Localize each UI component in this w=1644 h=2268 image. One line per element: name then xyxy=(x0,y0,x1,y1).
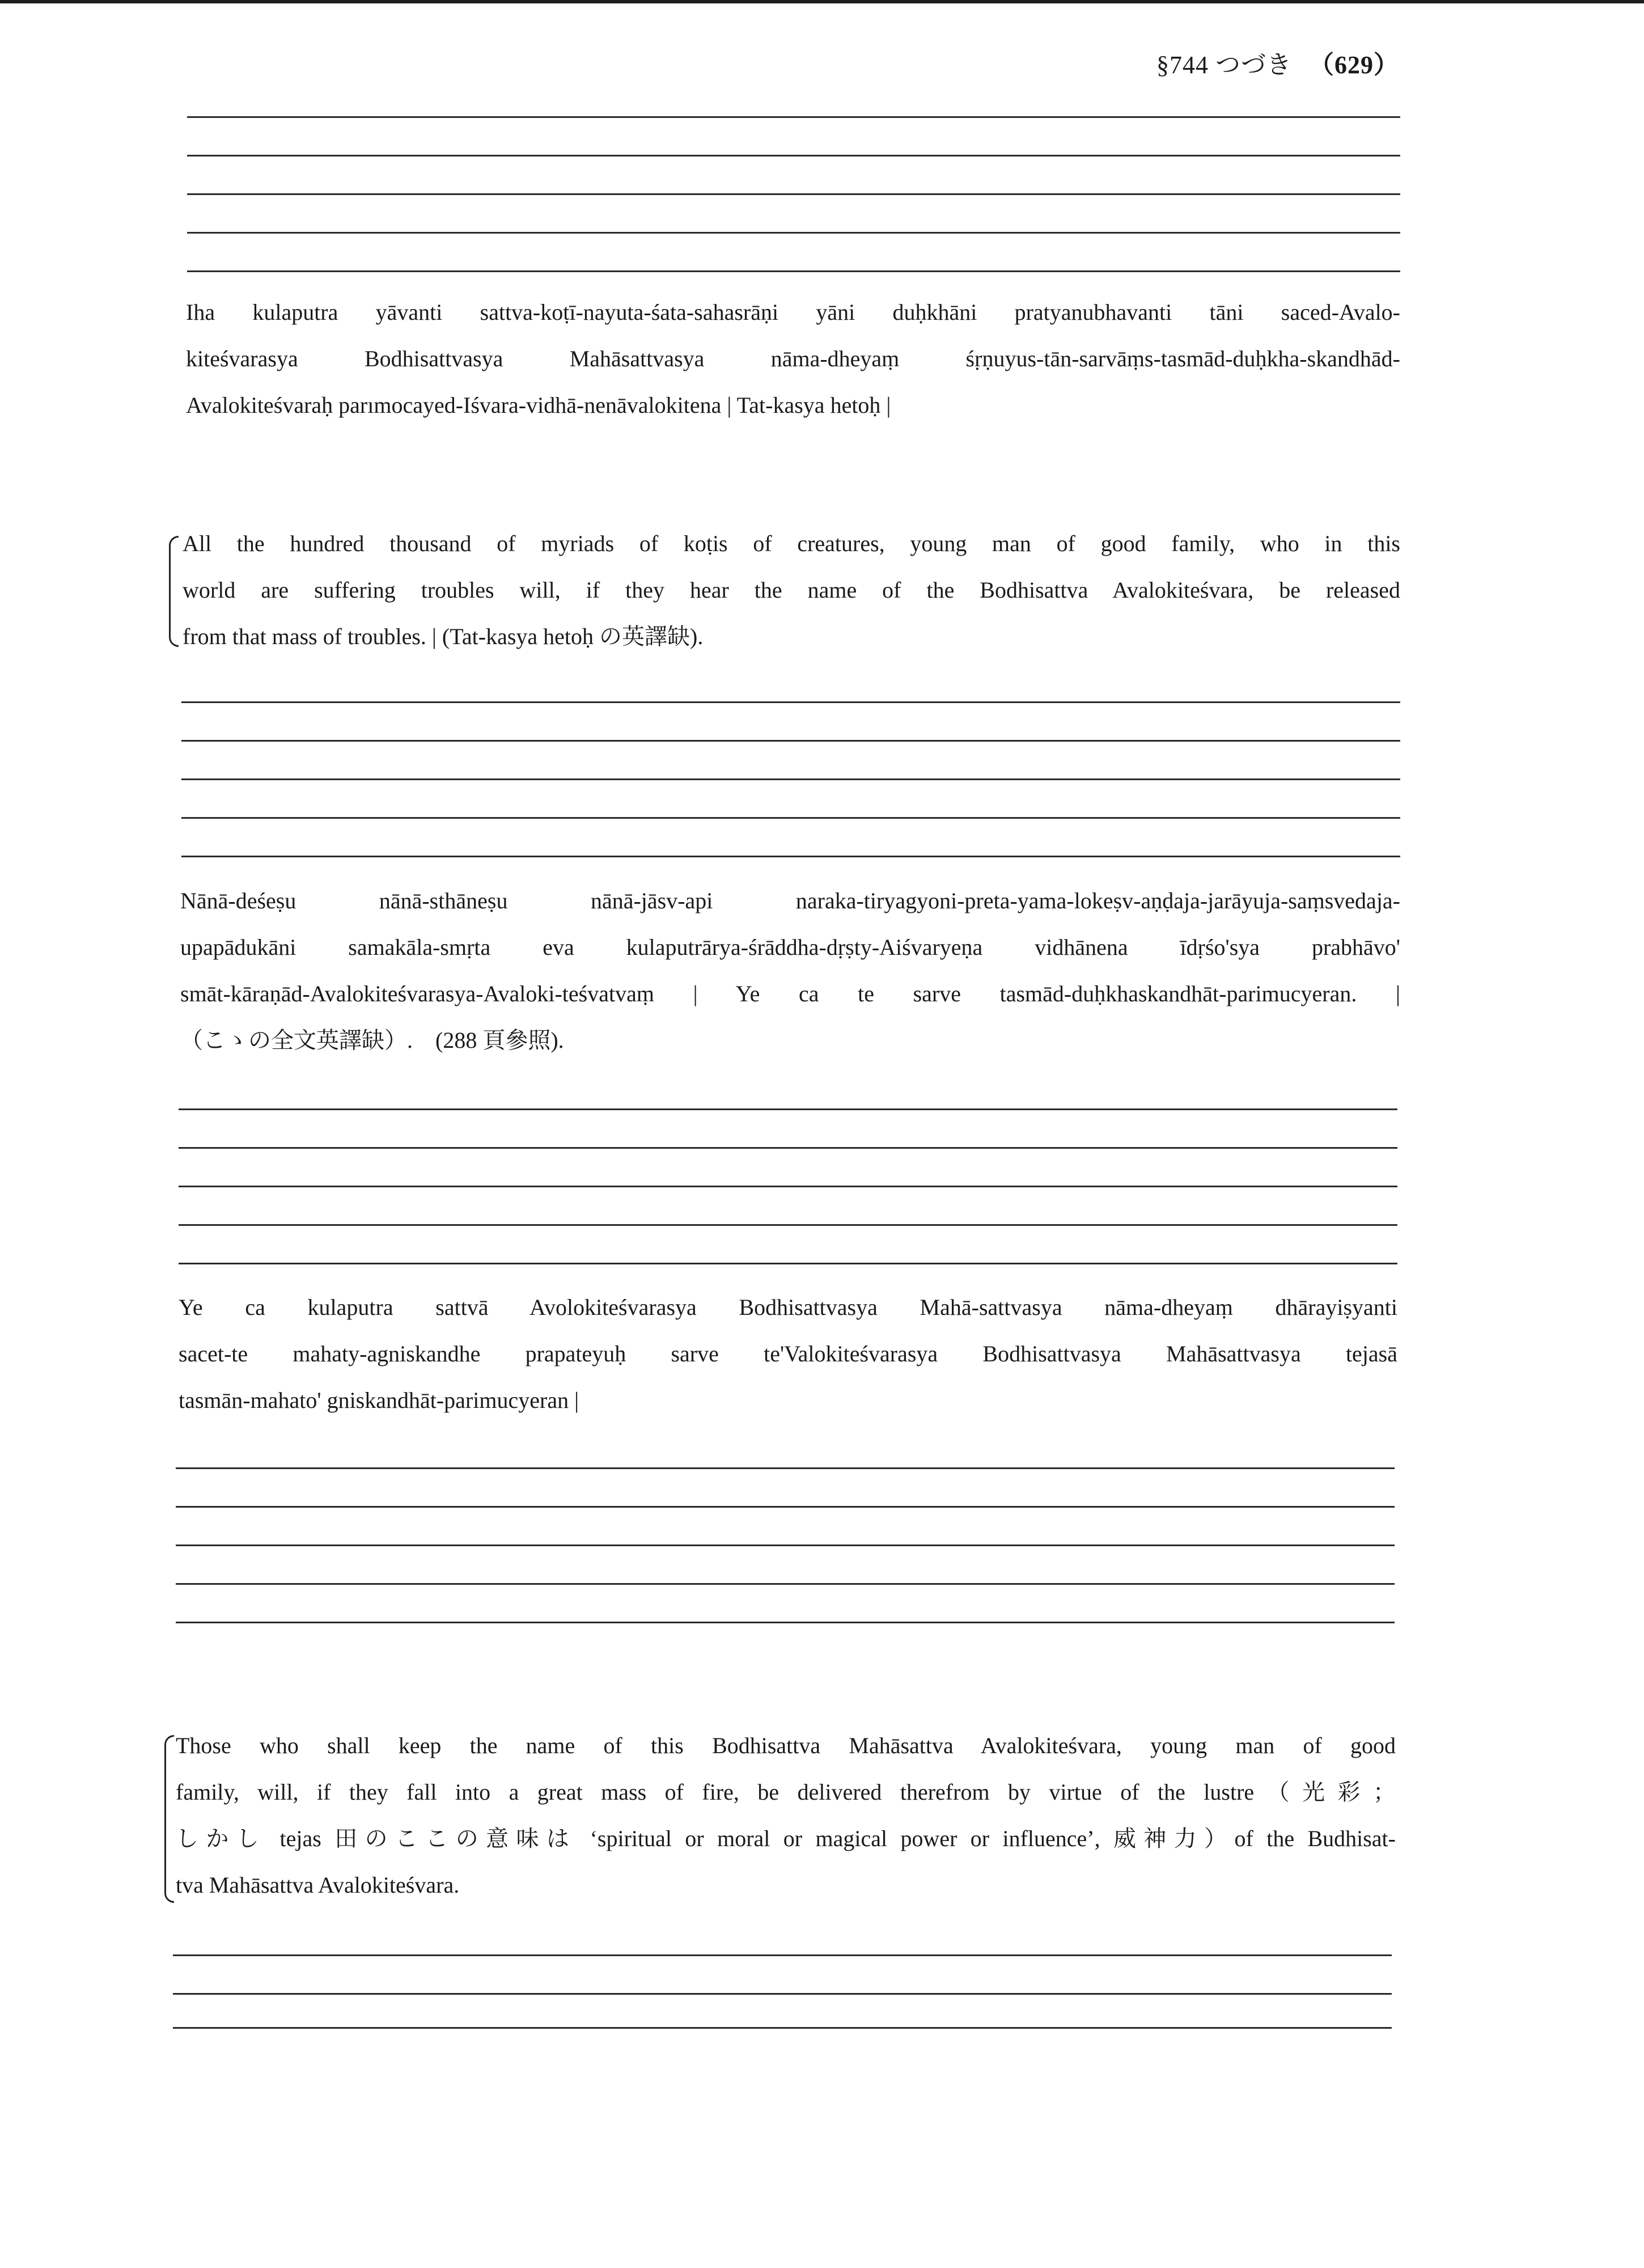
writing-line xyxy=(176,1506,1395,1508)
text-line: （こゝの全文英譯缺）. (288 頁參照). xyxy=(180,1027,564,1053)
text-line: upapādukāni samakāla-smṛta eva kulaputrārya-śrāddha-dṛṣty-Aiśvaryeṇa vidhānena īdṛśo'sya prabhāvo' xyxy=(180,934,1400,960)
writing-line xyxy=(176,1583,1395,1585)
text-line: family, will, if they fall into a great mass of fire, be delivered therefrom by virtue of the lustre（光彩； xyxy=(176,1779,1396,1805)
writing-line xyxy=(176,1622,1395,1623)
page-number: （629） xyxy=(1309,51,1399,79)
text-line: しかし tejas 田のここの意味は ‘spiritual or moral or magical power or influence’, 威神力）of the Budhisat- xyxy=(176,1826,1396,1851)
writing-line xyxy=(187,155,1400,156)
writing-line xyxy=(181,778,1400,780)
english-translation-1 xyxy=(183,521,1400,660)
writing-line xyxy=(173,2027,1392,2029)
writing-line xyxy=(187,193,1400,195)
left-brace xyxy=(169,536,179,647)
text-line: kiteśvarasya Bodhisattvasya Mahāsattvasya nāma-dheyaṃ śṛṇuyus-tān-sarvāṃs-tasmād-duḥkha-skandhād- xyxy=(186,346,1400,371)
writing-line xyxy=(187,270,1400,272)
text-line: from that mass of troubles. | (Tat-kasya hetoḥ の英譯缺). xyxy=(183,624,704,649)
writing-line xyxy=(173,1993,1392,1995)
text-line: Those who shall keep the name of this Bodhisattva Mahāsattva Avalokiteśvara, young man of good xyxy=(176,1733,1396,1758)
writing-line xyxy=(181,817,1400,819)
writing-line xyxy=(179,1186,1397,1187)
writing-line xyxy=(179,1224,1397,1226)
text-line: Iha kulaputra yāvanti sattva-koṭī-nayuta-śata-sahasrāṇi yāni duḥkhāni pratyanubhavanti tāni saced-Avalo- xyxy=(186,299,1400,325)
writing-line xyxy=(176,1545,1395,1546)
text-line: All the hundred thousand of myriads of koṭis of creatures, young man of good family, who in this xyxy=(183,531,1400,556)
writing-line xyxy=(181,856,1400,857)
writing-line xyxy=(187,232,1400,234)
writing-line xyxy=(181,701,1400,703)
text-line: smāt-kāraṇād-Avalokiteśvarasya-Avaloki-teśvatvaṃ | Ye ca te sarve tasmād-duḥkhaskandhāt-parimucyeran. | xyxy=(180,981,1400,1006)
top-border-rule xyxy=(0,0,1644,3)
writing-line xyxy=(176,1467,1395,1469)
text-line: Nānā-deśeṣu nānā-sthāneṣu nānā-jāsv-api naraka-tiryagyoni-preta-yama-lokeṣv-aṇḍaja-jarāyuja-saṃsvedaja- xyxy=(180,888,1400,913)
writing-line xyxy=(179,1108,1397,1110)
writing-line xyxy=(187,116,1400,118)
sanskrit-paragraph-1 xyxy=(186,289,1400,429)
text-line: Avalokiteśvaraḥ parımocayed-Iśvara-vidhā-nenāvalokitena | Tat-kasya hetoḥ | xyxy=(186,392,891,418)
left-brace xyxy=(164,1735,174,1903)
section-reference: §744 つづき xyxy=(1156,51,1292,79)
text-line: tasmān-mahato' gniskandhāt-parimucyeran | xyxy=(179,1387,579,1413)
writing-line xyxy=(173,1954,1392,1956)
sanskrit-paragraph-2 xyxy=(180,878,1400,1064)
sanskrit-paragraph-3 xyxy=(179,1284,1397,1424)
english-translation-2 xyxy=(176,1723,1396,1909)
writing-line xyxy=(179,1263,1397,1264)
text-line: Ye ca kulaputra sattvā Avolokiteśvarasya Bodhisattvasya Mahā-sattvasya nāma-dheyaṃ dhārayiṣyanti xyxy=(179,1294,1397,1320)
writing-line xyxy=(179,1147,1397,1149)
text-line: tva Mahāsattva Avalokiteśvara. xyxy=(176,1872,460,1898)
text-line: world are suffering troubles will, if they hear the name of the Bodhisattva Avalokiteśvara, be released xyxy=(183,577,1400,603)
text-line: sacet-te mahaty-agniskandhe prapateyuḥ sarve te'Valokiteśvarasya Bodhisattvasya Mahāsattvasya tejasā xyxy=(179,1341,1397,1366)
writing-line xyxy=(181,740,1400,742)
page-header xyxy=(1156,44,1399,81)
